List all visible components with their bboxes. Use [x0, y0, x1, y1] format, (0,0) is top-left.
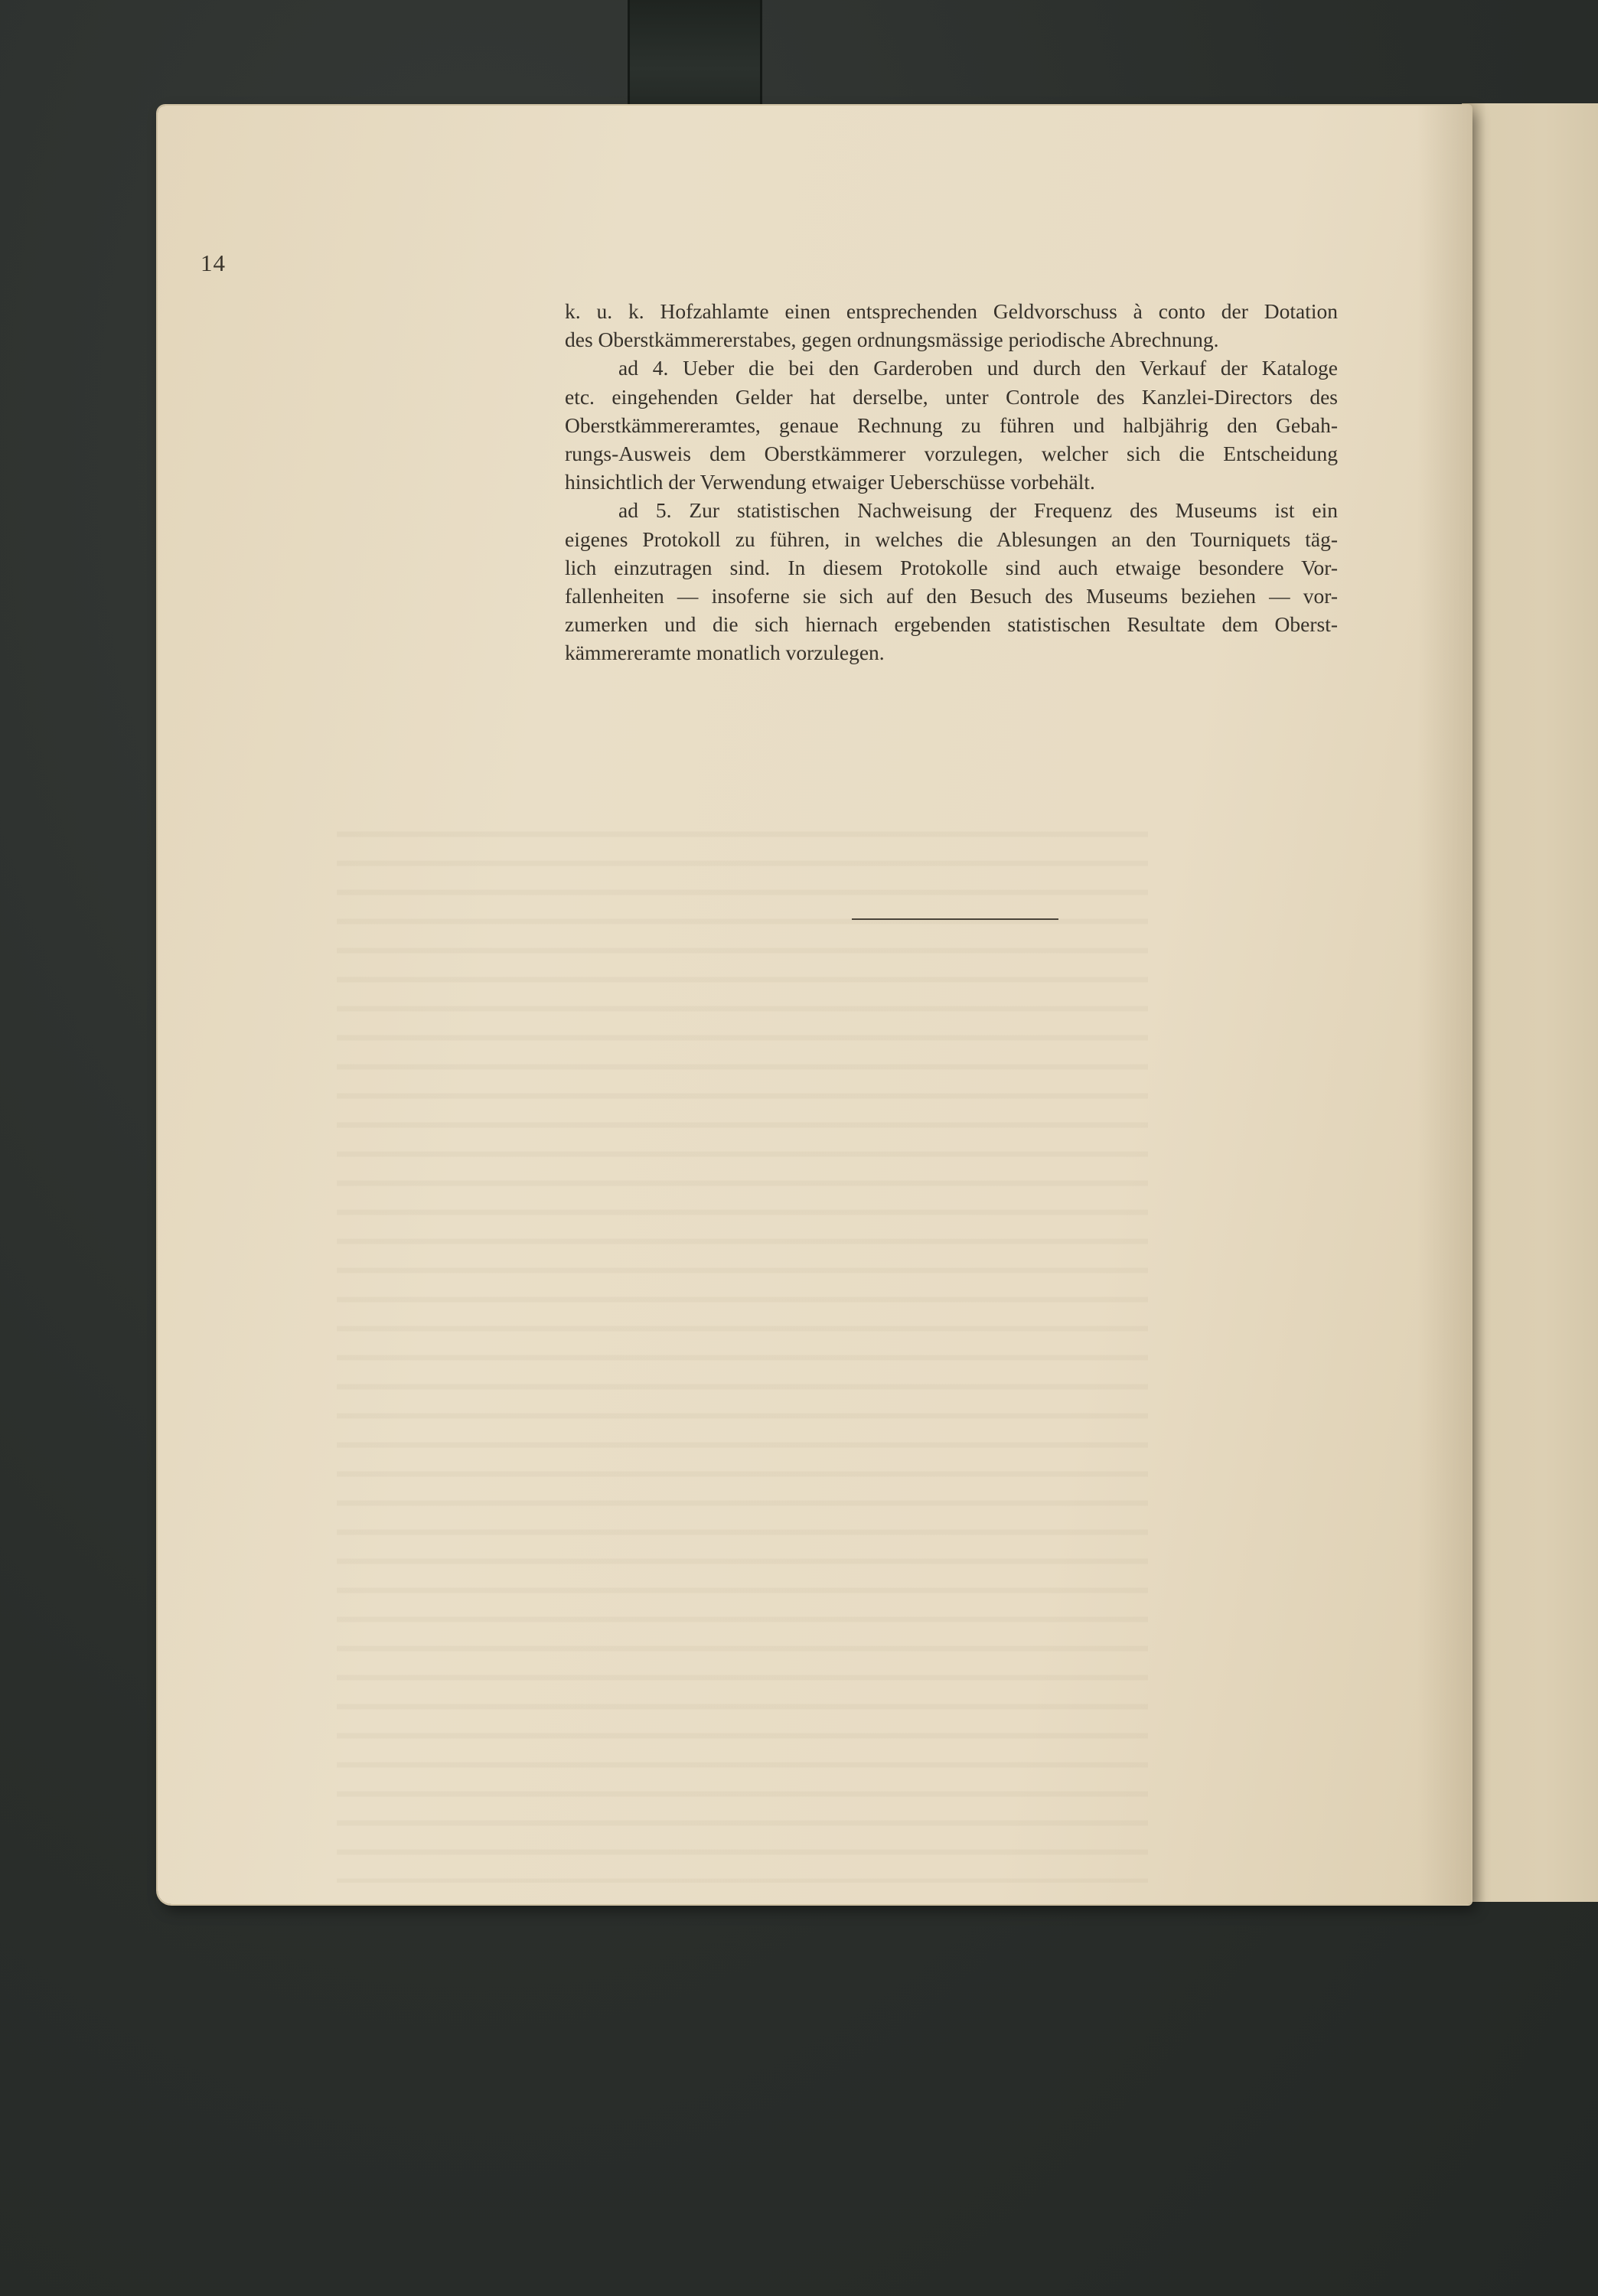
text-line: Oberstkämmereramtes, genaue Rechnung zu führen und halbjährig den Gebah- [565, 413, 1338, 437]
text-line: etc. eingehenden Gelder hat derselbe, unter Controle des Kanzlei-Directors des [565, 384, 1338, 409]
page-number: 14 [201, 249, 226, 276]
text-line: des Oberstkämmererstabes, gegen ordnungsmässige periodische Abrechnung. [565, 328, 1219, 352]
text-line: ad 5. Zur statistischen Nachweisung der Frequenz des Museums ist ein [618, 498, 1338, 523]
text-line: ad 4. Ueber die bei den Garderoben und durch den Verkauf der Kataloge [618, 356, 1338, 380]
text-line: kämmereramte monatlich vorzulegen. [565, 641, 885, 665]
text-line: rungs-Ausweis dem Oberstkämmerer vorzulegen, welcher sich die Entscheidung [565, 442, 1338, 466]
text-line: fallenheiten — insoferne sie sich auf den Besuch des Museums beziehen — vor- [565, 584, 1338, 608]
body-text [565, 297, 1338, 667]
book-binding [628, 0, 762, 115]
text-line: zumerken und die sich hiernach ergebenden statistischen Resultate dem Oberst- [565, 612, 1338, 637]
text-line: eigenes Protokoll zu führen, in welches die Ablesungen an den Tourniquets täg- [565, 527, 1338, 551]
text-line: lich einzutragen sind. In diesem Protokolle sind auch etwaige besondere Vor- [565, 555, 1338, 579]
text-line: k. u. k. Hofzahlamte einen entsprechenden Geldvorschuss à conto der Dotation [565, 299, 1338, 323]
page-edge-shade [1417, 106, 1471, 1904]
text-line: hinsichtlich der Verwendung etwaiger Ueberschüsse vorbehält. [565, 470, 1095, 494]
show-through-texture [337, 811, 1148, 1883]
section-divider-rule [852, 918, 1058, 920]
adjacent-page-edge [1462, 103, 1598, 1902]
